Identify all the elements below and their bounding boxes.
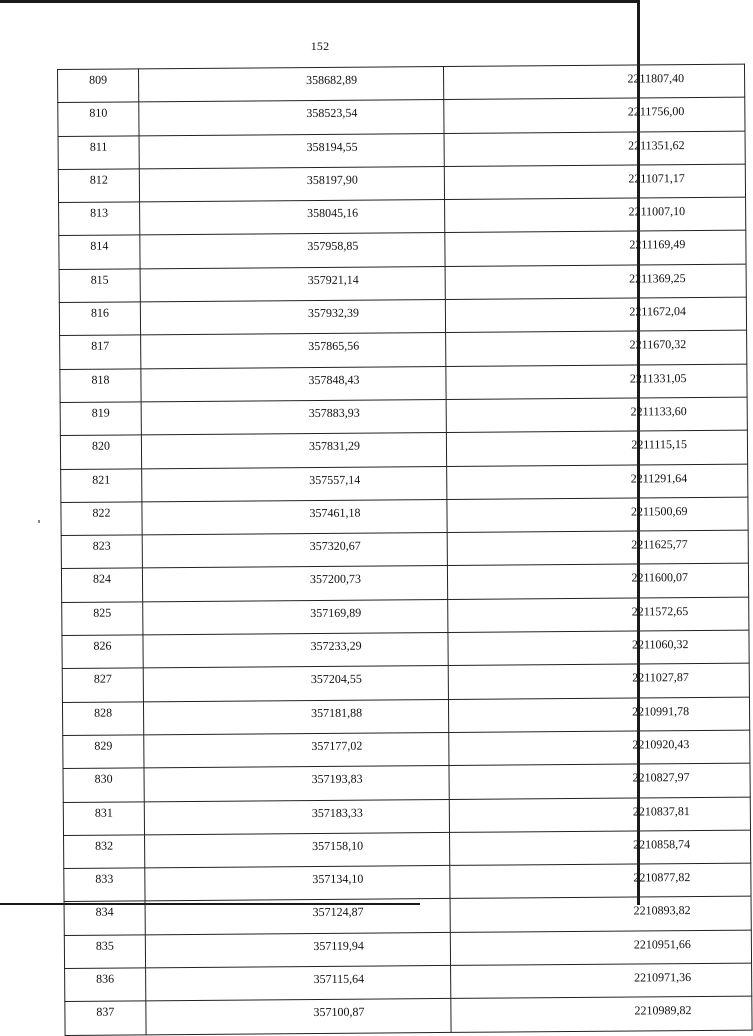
table-row [62, 663, 749, 702]
point-number-cell: 811 [58, 135, 139, 169]
point-number-cell: 829 [63, 735, 144, 769]
table-row [64, 863, 751, 902]
y-coordinate-cell: 2211071,17 [444, 164, 745, 200]
point-number-cell: 814 [59, 235, 140, 269]
y-coordinate-cell: 2211500,69 [447, 497, 748, 533]
x-coordinate-cell: 357200,73 [142, 566, 447, 602]
x-coordinate-cell: 357183,33 [144, 799, 449, 835]
x-coordinate-cell: 357124,87 [145, 899, 450, 935]
point-number-cell: 830 [63, 768, 144, 802]
point-number-cell: 819 [60, 402, 141, 436]
table-row [61, 564, 748, 603]
point-number-cell: 835 [64, 935, 145, 969]
x-coordinate-cell: 358194,55 [139, 133, 444, 169]
x-coordinate-cell: 357119,94 [145, 932, 450, 968]
x-coordinate-cell: 357193,83 [144, 766, 449, 802]
page-number: 152 [310, 39, 330, 53]
table-row [58, 97, 745, 136]
x-coordinate-cell: 358682,89 [139, 66, 444, 102]
table-row [58, 131, 745, 170]
x-coordinate-cell: 357848,43 [141, 366, 446, 402]
x-coordinate-cell: 357233,29 [143, 632, 448, 668]
point-number-cell: 809 [58, 69, 139, 103]
x-coordinate-cell: 357932,39 [140, 300, 445, 336]
table-row [65, 996, 752, 1035]
y-coordinate-cell: 2211115,15 [446, 430, 747, 466]
y-coordinate-cell: 2211169,49 [445, 231, 746, 267]
point-number-cell: 821 [61, 468, 142, 502]
x-coordinate-cell: 357158,10 [145, 832, 450, 868]
table-row [60, 397, 747, 436]
y-coordinate-cell: 2210893,82 [450, 896, 751, 932]
coordinates-table [57, 64, 753, 1036]
y-coordinate-cell: 2210827,97 [449, 763, 750, 799]
point-number-cell: 820 [60, 435, 141, 469]
point-number-cell: 833 [64, 868, 145, 902]
y-coordinate-cell: 2211027,87 [448, 663, 749, 699]
table-row [62, 697, 749, 736]
x-coordinate-cell: 357958,85 [140, 233, 445, 269]
table-row [60, 330, 747, 369]
table-row [63, 730, 750, 769]
x-coordinate-cell: 358045,16 [140, 200, 445, 236]
y-coordinate-cell: 2210920,43 [449, 730, 750, 766]
x-coordinate-cell: 357921,14 [140, 266, 445, 302]
table-row [60, 430, 747, 469]
table-row [62, 597, 749, 636]
y-coordinate-cell: 2211625,77 [447, 530, 748, 566]
y-coordinate-cell: 2211672,04 [445, 297, 746, 333]
point-number-cell: 832 [64, 835, 145, 869]
point-number-cell: 817 [60, 335, 141, 369]
table-row [64, 896, 751, 935]
x-coordinate-cell: 358197,90 [139, 166, 444, 202]
table-row [59, 264, 746, 303]
y-coordinate-cell: 2211369,25 [445, 264, 746, 300]
point-number-cell: 825 [62, 602, 143, 636]
point-number-cell: 810 [58, 102, 139, 136]
y-coordinate-cell: 2210837,81 [449, 797, 750, 833]
y-coordinate-cell: 2211007,10 [445, 197, 746, 233]
table-row [60, 364, 747, 403]
x-coordinate-cell: 357831,29 [141, 433, 446, 469]
point-number-cell: 818 [60, 369, 141, 403]
table-row [59, 197, 746, 236]
x-coordinate-cell: 357883,93 [141, 399, 446, 435]
y-coordinate-cell: 2210991,78 [448, 697, 749, 733]
point-number-cell: 823 [61, 535, 142, 569]
point-number-cell: 812 [58, 169, 139, 203]
y-coordinate-cell: 2211291,64 [447, 464, 748, 500]
y-coordinate-cell: 2211572,65 [448, 597, 749, 633]
x-coordinate-cell: 357461,18 [142, 499, 447, 535]
point-number-cell: 815 [59, 269, 140, 303]
table-row [61, 530, 748, 569]
table-row [64, 830, 751, 869]
table-row [63, 797, 750, 836]
coordinates-table-body [58, 64, 753, 1035]
table-row [61, 497, 748, 536]
point-number-cell: 813 [59, 202, 140, 236]
table-row [58, 64, 745, 103]
point-number-cell: 827 [62, 668, 143, 702]
y-coordinate-cell: 2211351,62 [444, 131, 745, 167]
x-coordinate-cell: 357181,88 [143, 699, 448, 735]
x-coordinate-cell: 357865,56 [141, 333, 446, 369]
y-coordinate-cell: 2211060,32 [448, 630, 749, 666]
table-row [62, 630, 749, 669]
table-row [58, 164, 745, 203]
point-number-cell: 836 [65, 968, 146, 1002]
y-coordinate-cell: 2211756,00 [444, 97, 745, 133]
y-coordinate-cell: 2211807,40 [443, 64, 744, 100]
point-number-cell: 834 [64, 901, 145, 935]
table-row [65, 963, 752, 1002]
scan-edge-top [0, 0, 640, 3]
point-number-cell: 822 [61, 502, 142, 536]
point-number-cell: 828 [62, 701, 143, 735]
y-coordinate-cell: 2210971,36 [451, 963, 752, 999]
point-number-cell: 824 [61, 568, 142, 602]
point-number-cell: 816 [59, 302, 140, 336]
table-row [61, 464, 748, 503]
table-row [63, 763, 750, 802]
point-number-cell: 826 [62, 635, 143, 669]
x-coordinate-cell: 357557,14 [142, 466, 447, 502]
x-coordinate-cell: 357320,67 [142, 533, 447, 569]
table-row [59, 231, 746, 270]
y-coordinate-cell: 2211133,60 [446, 397, 747, 433]
x-coordinate-cell: 357177,02 [144, 732, 449, 768]
x-coordinate-cell: 358523,54 [139, 100, 444, 136]
y-coordinate-cell: 2211331,05 [446, 364, 747, 400]
x-coordinate-cell: 357134,10 [145, 866, 450, 902]
x-coordinate-cell: 357115,64 [146, 965, 451, 1001]
point-number-cell: 831 [63, 801, 144, 835]
x-coordinate-cell: 357100,87 [146, 999, 451, 1035]
y-coordinate-cell: 2210951,66 [450, 930, 751, 966]
y-coordinate-cell: 2210858,74 [450, 830, 751, 866]
table-row [59, 297, 746, 336]
scan-speck [38, 520, 40, 523]
point-number-cell: 837 [65, 1001, 146, 1035]
y-coordinate-cell: 2210877,82 [450, 863, 751, 899]
y-coordinate-cell: 2211600,07 [447, 564, 748, 600]
x-coordinate-cell: 357204,55 [143, 666, 448, 702]
y-coordinate-cell: 2210989,82 [451, 996, 752, 1032]
table-row [64, 930, 751, 969]
y-coordinate-cell: 2211670,32 [446, 330, 747, 366]
x-coordinate-cell: 357169,89 [143, 599, 448, 635]
